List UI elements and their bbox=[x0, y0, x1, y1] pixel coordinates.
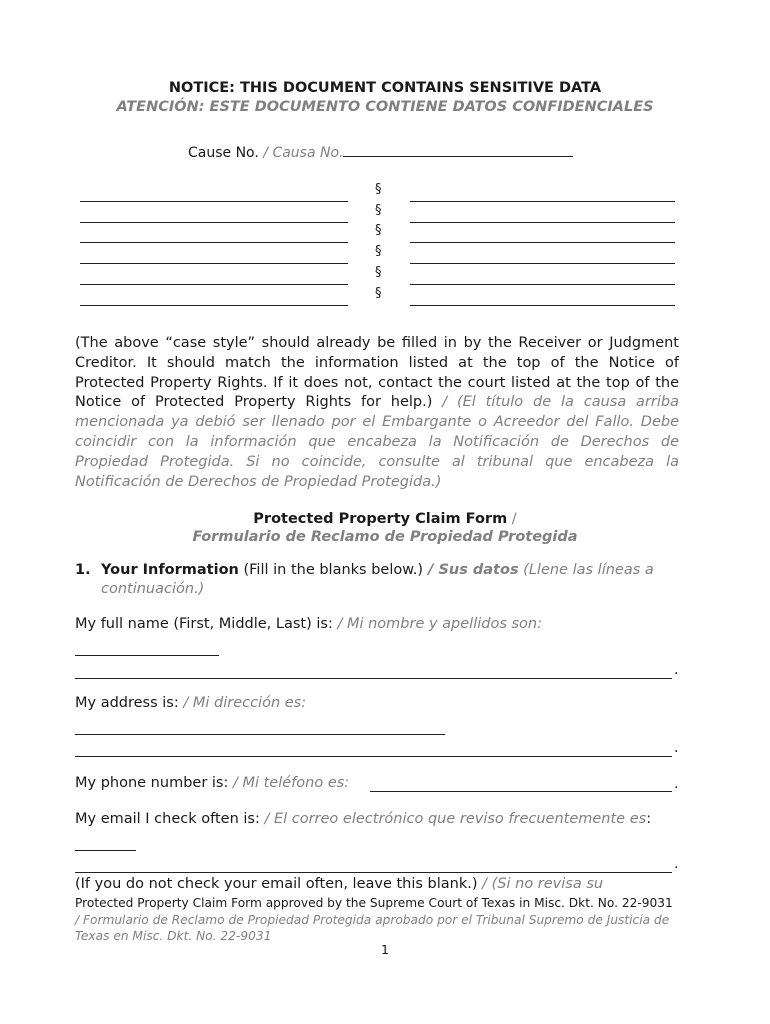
full-name-field-continued[interactable] bbox=[75, 678, 672, 679]
cause-number-field[interactable] bbox=[343, 142, 573, 157]
case-style-row bbox=[80, 286, 675, 306]
case-style-instructions bbox=[75, 334, 679, 492]
email-period: . bbox=[674, 856, 679, 872]
section-number: 1. bbox=[75, 562, 91, 578]
phone-field[interactable] bbox=[370, 791, 672, 792]
phone-label-en: My phone number is: bbox=[75, 775, 229, 791]
full-name-label-es: / Mi nombre y apellidos son: bbox=[332, 616, 543, 632]
address-label bbox=[75, 695, 306, 711]
section-instruction: (Fill in the blanks below.) bbox=[238, 562, 424, 578]
case-style-row bbox=[80, 223, 675, 243]
case-style-right-field[interactable] bbox=[410, 242, 675, 243]
email-label-en: My email I check often is: bbox=[75, 811, 260, 827]
form-title-separator: / bbox=[507, 511, 517, 527]
section-heading: Your Information bbox=[101, 562, 239, 578]
section-symbol: § bbox=[375, 182, 382, 197]
cause-number bbox=[188, 142, 573, 161]
case-style-right-field[interactable] bbox=[410, 201, 675, 202]
case-style-row bbox=[80, 265, 675, 285]
section-symbol: § bbox=[375, 223, 382, 238]
case-style-left-field[interactable] bbox=[80, 305, 348, 306]
email-note-en: (If you do not check your email often, leave this blank.) bbox=[75, 876, 478, 892]
case-style-right-field[interactable] bbox=[410, 305, 675, 306]
case-style-row bbox=[80, 203, 675, 223]
case-style-left-field[interactable] bbox=[80, 242, 348, 243]
notice-english: NOTICE: THIS DOCUMENT CONTAINS SENSITIVE DATA bbox=[168, 80, 602, 96]
cause-label-es: / Causa No. bbox=[258, 145, 344, 161]
full-name-field[interactable] bbox=[75, 655, 219, 656]
case-style-left-field[interactable] bbox=[80, 263, 348, 264]
case-style-note-es: / (El título de la causa arriba mencionada ya debió ser llenado por el Embargante o Acreedor del Fallo. Debe coincidir con la información que encabeza la Notificación de Derechos de Propiedad Protegida. Si no coincide, consulte al tribunal que encabeza la Notificación de Derechos de Propiedad Protegida.) bbox=[75, 394, 679, 490]
email-label-es: / El correo electrónico que reviso frecuentemente es bbox=[259, 811, 647, 827]
page-number: 1 bbox=[381, 942, 389, 957]
email-label bbox=[75, 811, 651, 827]
case-style-right-field[interactable] bbox=[410, 284, 675, 285]
form-title-es: Formulario de Reclamo de Propiedad Protegida bbox=[192, 529, 578, 545]
section-symbol: § bbox=[375, 265, 382, 280]
form-title bbox=[0, 510, 770, 546]
section-symbol: § bbox=[375, 286, 382, 301]
section-instruction-es: (Llene las líneas a bbox=[518, 562, 654, 578]
phone-label-es: / Mi teléfono es: bbox=[228, 775, 350, 791]
full-name-label-en: My full name (First, Middle, Last) is: bbox=[75, 616, 333, 632]
case-style-left-field[interactable] bbox=[80, 284, 348, 285]
sensitive-data-notice bbox=[0, 80, 770, 115]
email-field[interactable] bbox=[75, 850, 136, 851]
address-field-continued[interactable] bbox=[75, 756, 672, 757]
form-title-en: Protected Property Claim Form bbox=[253, 511, 508, 527]
email-label-colon: : bbox=[646, 811, 652, 827]
full-name-period: . bbox=[674, 662, 679, 678]
address-label-es: / Mi dirección es: bbox=[178, 695, 307, 711]
address-label-en: My address is: bbox=[75, 695, 179, 711]
footer-es: / Formulario de Reclamo de Propiedad Protegida aprobado por el Tribunal Supremo de Justicia de Texas en Misc. Dkt. No. 22-9031 bbox=[75, 912, 670, 943]
cause-label: Cause No. bbox=[188, 145, 259, 161]
section-1-heading bbox=[75, 561, 679, 599]
email-note bbox=[75, 876, 603, 892]
section-instruction-es-continued: continuación.) bbox=[101, 581, 205, 597]
full-name-label bbox=[75, 616, 542, 632]
case-style-right-field[interactable] bbox=[410, 263, 675, 264]
section-heading-es: / Sus datos bbox=[423, 562, 519, 578]
footer-en: Protected Property Claim Form approved by the Supreme Court of Texas in Misc. Dkt. No. 22-9031 bbox=[75, 896, 673, 910]
address-field[interactable] bbox=[75, 734, 445, 735]
phone-period: . bbox=[674, 776, 679, 792]
email-field-continued[interactable] bbox=[75, 872, 672, 873]
address-period: . bbox=[674, 740, 679, 756]
phone-label bbox=[75, 775, 349, 791]
case-style-row bbox=[80, 244, 675, 264]
section-symbol: § bbox=[375, 244, 382, 259]
email-note-es: / (Si no revisa su bbox=[477, 876, 604, 892]
notice-spanish: ATENCIÓN: ESTE DOCUMENTO CONTIENE DATOS CONFIDENCIALES bbox=[116, 99, 654, 115]
case-style-row bbox=[80, 182, 675, 202]
section-symbol: § bbox=[375, 203, 382, 218]
page-footer bbox=[75, 895, 679, 945]
case-style-left-field[interactable] bbox=[80, 201, 348, 202]
case-style-note-en: (The above “case style” should already be filled in by the Receiver or Judgment Creditor. It should match the information listed at the top of the Notice of Protected Property Rights. If it does not, contact the court listed at the top of the Notice of Protected Property Rights for help.) bbox=[75, 335, 679, 411]
